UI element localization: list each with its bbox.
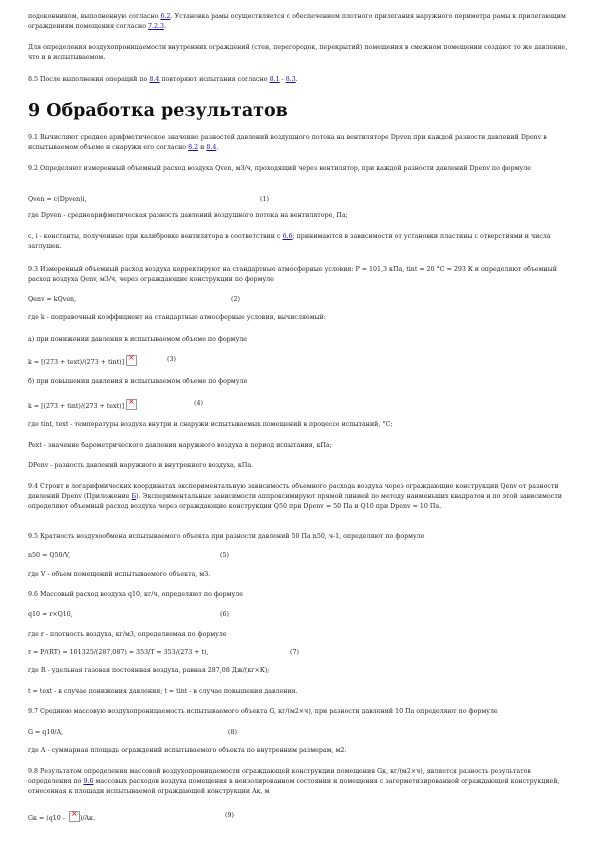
broken-image-icon <box>126 399 137 410</box>
text: подоконником, выполненную согласно <box>28 13 161 20</box>
paragraph <box>28 232 576 252</box>
paragraph-9-6: 9.6 Массовый расход воздуха q10, кг/ч, определяют по формуле <box>28 591 243 598</box>
text: ; принимаются в зависимости от установки пластины с отверстиями и числа заглушек. <box>28 233 551 250</box>
formula-number: (5) <box>220 552 229 559</box>
link-9-6[interactable]: 9.6 <box>83 778 94 785</box>
paragraph: где tint, text - температуры воздуха внутри и снаружи испытываемых помещений в процессе испытаний, °С; <box>28 421 393 428</box>
paragraph: где Dpven - среднеарифметическая разность давлений воздушного потока на вентиляторе, Па; <box>28 212 348 219</box>
paragraph: где r - плотность воздуха, кг/м3, определяемая по формуле <box>28 631 227 638</box>
formula-number: (6) <box>220 611 229 618</box>
text: 9.8 Результатом определения массовой воздухопроницаемости ограждающей конструкции помещения Gк, кг/(м2×ч), является разность результатов определения по <box>28 768 531 785</box>
broken-image-icon <box>69 811 80 822</box>
link-8-4[interactable]: 8.4 <box>149 76 160 83</box>
text: . <box>164 23 167 30</box>
text: и <box>198 144 207 151</box>
formula-5 <box>28 551 576 561</box>
paragraph: DPenv - разность давлений наружного и внутреннего воздуха, кПа. <box>28 462 254 469</box>
broken-image-icon <box>126 355 137 366</box>
formula-text: k = [(273 + text)/(273 + tint)] <box>28 359 125 366</box>
paragraph: где k - поправочный коэффициент на стандартные атмосферные условия, вычисляемый: <box>28 314 326 321</box>
paragraph: Pext - значение барометрического давления наружного воздуха в период испытания, кПа; <box>28 442 332 449</box>
formula-text: q10 = r×Q10, <box>28 611 73 618</box>
formula-text: G = q10/A, <box>28 729 64 736</box>
paragraph-9-7: 9.7 Среднюю массовую воздухопроницаемость испытываемого объекта G, кг/(м2×ч), при разности давлений 10 Па определяют по формуле <box>28 708 498 715</box>
link-appendix-b[interactable]: Б <box>131 493 137 500</box>
paragraph-9-4 <box>28 482 576 512</box>
link-6-2[interactable]: 6.2 <box>160 13 171 20</box>
paragraph-9-2: 9.2 Определяют измеренный объемный расход воздуха Qven, м3/ч, проходящий через вентилятор, при каждой разности давлений Dpenv по формуле <box>28 165 531 172</box>
link-7-2-3[interactable]: 7.2.3 <box>148 23 165 30</box>
formula-number: (1) <box>260 196 269 203</box>
link-8-1[interactable]: 8.1 <box>269 76 280 83</box>
formula-text: Qenv = kQven, <box>28 296 77 303</box>
text: 9.4 Строят в логарифмических координатах экспериментальную зависимость объемного расхода воздуха через ограждающие конструкции Qenv от разности давлений Dpenv (Приложение <box>28 483 559 500</box>
link-8-4[interactable]: 8.4 <box>206 144 217 151</box>
formula-number: (7) <box>290 649 299 656</box>
text: . <box>295 76 298 83</box>
link-8-3[interactable]: 8.3 <box>285 76 296 83</box>
formula-text: n50 = Q50/V, <box>28 552 71 559</box>
formula-number: (4) <box>194 400 203 407</box>
paragraph: а) при понижении давления в испытываемом объеме по формуле <box>28 336 248 343</box>
text: 9.1 Вычисляют среднее арифметическое значение разностей давлений воздушного потока на вентиляторе Dpven при каждой разности давлений Dpenv в испытываемом объеме и снаружи его согласно <box>28 134 547 151</box>
formula-text: Qven = c(Dpven)i, <box>28 196 87 203</box>
text: - <box>279 76 286 83</box>
paragraph: Для определения воздухопроницаемости внутренних ограждений (стен, перегородок, перекрытий) помещения в смежном помещении создают то же давление, что и в испытываемом. <box>28 44 568 61</box>
formula-3 <box>28 355 576 368</box>
formula-text: k = [(273 + tint)/(273 + text)] <box>28 403 125 410</box>
paragraph: где R - удельная газовая постоянная воздуха, равная 287,08 Дж/(кг×К); <box>28 667 270 674</box>
formula-4 <box>28 399 576 412</box>
paragraph: где V - объем помещений испытываемого объекта, м3. <box>28 571 211 578</box>
text: повторяют испытания согласно <box>159 76 270 83</box>
formula-1 <box>28 195 576 205</box>
paragraph-9-3: 9.3 Измеренный объемный расход воздуха корректируют на стандартные атмосферные условия: P = 101,3 кПа, tint = 20 °С = 293 К и определяют объемный расход воздуха Qenv, м3/ч, через ограждающие конструкции по формуле <box>28 266 557 283</box>
text: 8.5 После выполнения операций по <box>28 76 150 83</box>
link-8-2[interactable]: 8.2 <box>188 144 199 151</box>
paragraph-8-5 <box>28 75 576 85</box>
text: . <box>216 144 219 151</box>
paragraph: б) при повышении давления в испытываемом объеме по формуле <box>28 378 248 385</box>
formula-6 <box>28 610 576 620</box>
formula-number: (3) <box>167 356 176 363</box>
formula-text: r = P/(RT) = 101325/(287,087) = 353/T = 353/(273 + t), <box>28 649 209 656</box>
formula-number: (9) <box>225 812 234 819</box>
paragraph-9-8 <box>28 767 576 797</box>
formula-9 <box>28 811 576 824</box>
formula-number: (8) <box>228 729 237 736</box>
paragraph: t = text - в случае понижения давления; t = tint - в случае повышения давления. <box>28 688 298 695</box>
text: ). Экспериментальные зависимости аппроксимируют прямой линией по методу наименьших квадратов и по этой зависимости определяют объемный расход воздуха через ограждающие конструкции Q50 при Dpenv = 50 Па и Q10 при Dpenv = 10 Па. <box>28 493 562 510</box>
formula-2 <box>28 295 576 305</box>
text: c, i - константы, полученные при калибровке вентилятора в соответствии с <box>28 233 283 240</box>
formula-text: Gк = (q10 - <box>28 815 67 822</box>
formula-text: )/Aк. <box>79 815 95 822</box>
text: . Установка рамы осуществляется с обеспечением плотного прилегания наружного периметра рамы к прилегающим ограждениям помещения согласно <box>28 13 566 30</box>
paragraph-continuation <box>28 12 576 32</box>
paragraph-9-5: 9.5 Кратность воздухообмена испытываемого объекта при разности давлений 50 Па n50, ч-1, определяют по формуле <box>28 533 425 540</box>
link-6-6[interactable]: 6.6 <box>282 233 293 240</box>
section-heading: 9 Обработка результатов <box>28 101 288 121</box>
text: массовых расходов воздуха помещения в неизолированном состоянии и помещения с загерметизированной ограждающей конструкцией, отнесенная к площади испытываемой ограждающей конструкции Aк, м <box>28 778 560 795</box>
paragraph-9-1 <box>28 133 576 153</box>
formula-8 <box>28 728 576 738</box>
paragraph: где A - суммарная площадь ограждений испытываемого объекта по внутренним размерам, м2. <box>28 747 347 754</box>
formula-7 <box>28 648 576 658</box>
formula-number: (2) <box>231 296 240 303</box>
